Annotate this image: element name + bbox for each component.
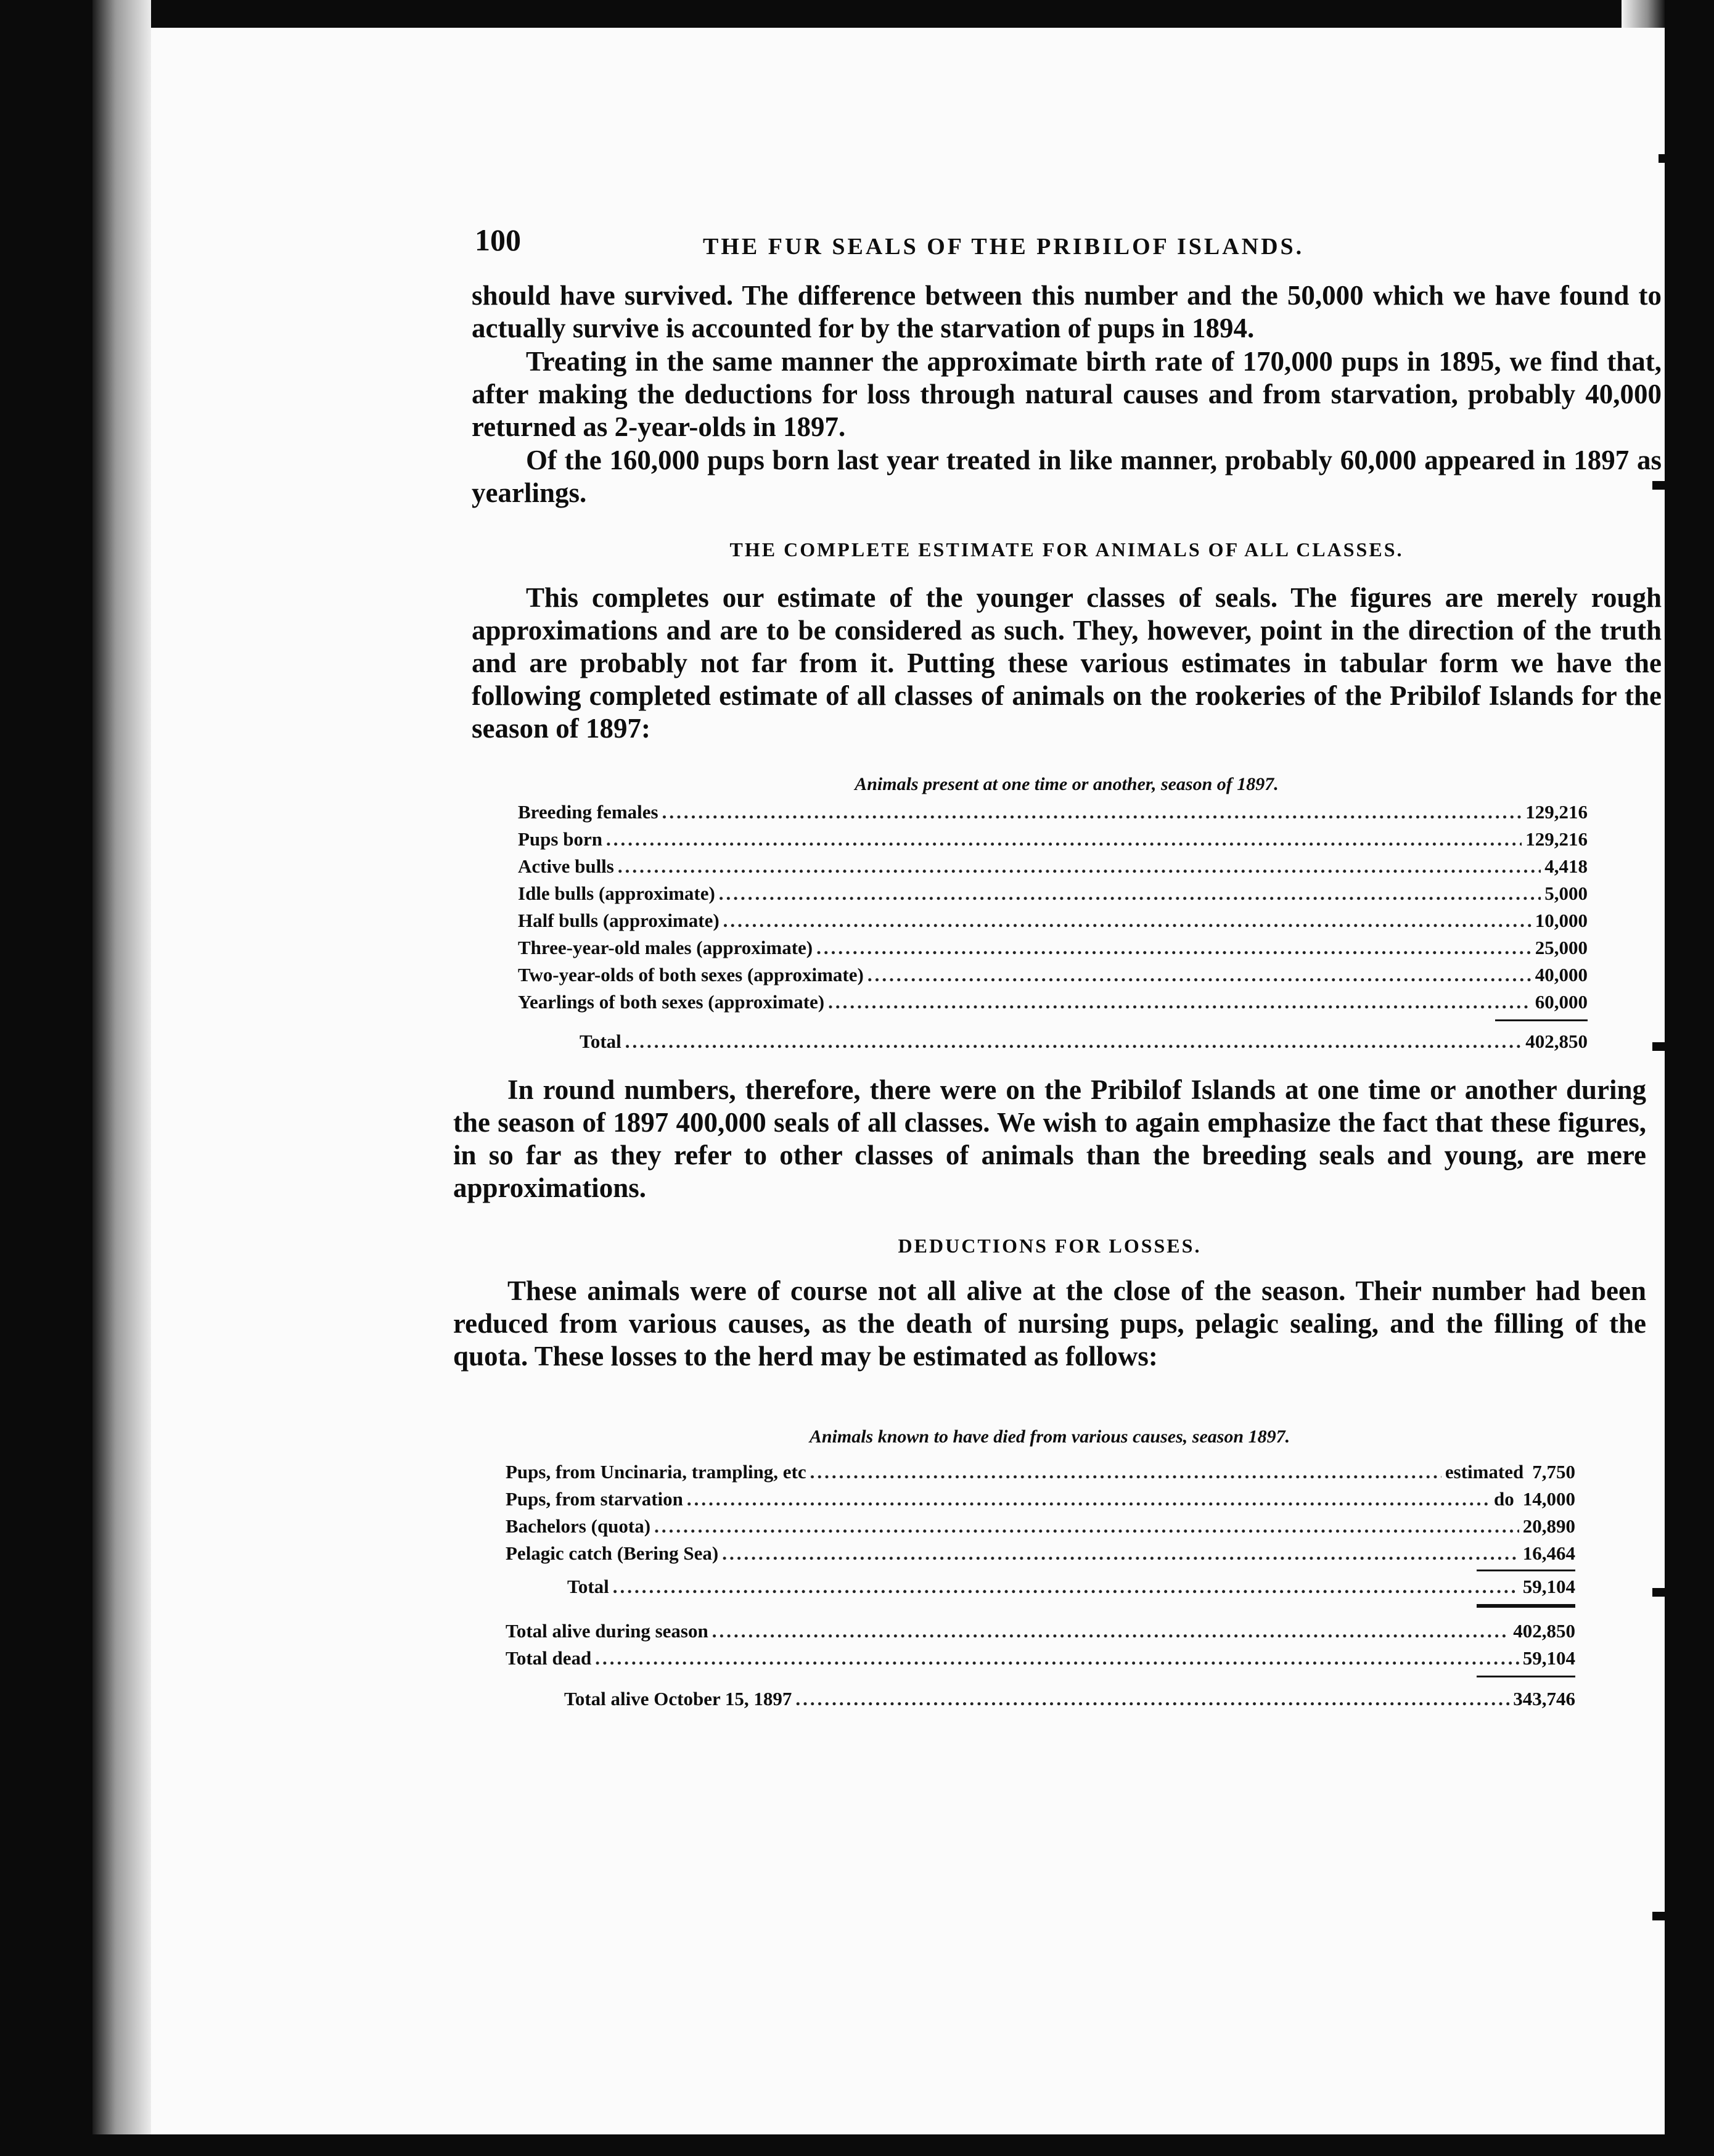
total-value: 59,104	[1522, 1576, 1575, 1597]
total-value: 402,850	[1525, 1031, 1588, 1052]
sum-rule	[1495, 1019, 1588, 1021]
table-total-row	[506, 1573, 1575, 1598]
page-number: 100	[475, 223, 521, 257]
leader-dots	[723, 910, 1532, 932]
running-head: THE FUR SEALS OF THE PRIBILOF ISLANDS.	[703, 234, 1305, 260]
binding-mark	[1659, 154, 1677, 163]
table-row	[518, 853, 1588, 878]
table-row	[506, 1540, 1575, 1565]
row-value: 40,000	[1535, 964, 1588, 985]
row-value: 4,418	[1544, 855, 1588, 877]
leader-dots	[712, 1620, 1510, 1642]
row-value: 129,216	[1525, 801, 1588, 823]
leader-dots	[795, 1688, 1509, 1710]
row-value: 129,216	[1525, 828, 1588, 850]
scan-border-right	[1665, 0, 1714, 2156]
book-edge-left	[92, 0, 151, 2156]
row-label: Pups, from starvation	[506, 1488, 683, 1510]
table-row	[506, 1618, 1575, 1642]
leader-dots	[867, 964, 1532, 986]
book-page	[151, 28, 1665, 2134]
table-animals-died	[506, 1459, 1575, 1792]
table-animals-present	[518, 799, 1588, 1101]
table-total-row	[518, 1028, 1588, 1053]
leader-dots	[828, 991, 1532, 1013]
leader-dots	[625, 1031, 1522, 1053]
dead-value: 59,104	[1522, 1647, 1575, 1669]
dead-label: Total dead	[506, 1647, 592, 1669]
leader-dots	[722, 1542, 1519, 1565]
leader-dots	[618, 855, 1541, 878]
section-heading-complete-estimate: THE COMPLETE ESTIMATE FOR ANIMALS OF ALL CLASSES.	[729, 538, 1404, 561]
binding-mark	[1652, 1042, 1671, 1051]
total-label: Total	[567, 1576, 609, 1597]
table-final-row	[506, 1685, 1575, 1710]
table-row	[518, 961, 1588, 986]
binding-mark	[1652, 481, 1671, 490]
row-value: 25,000	[1535, 937, 1588, 958]
row-label: Idle bulls (approximate)	[518, 883, 715, 904]
alive-value: 402,850	[1513, 1620, 1575, 1642]
leader-dots	[595, 1647, 1519, 1669]
table-row	[506, 1459, 1575, 1483]
row-value: 16,464	[1522, 1542, 1575, 1564]
sum-rule	[1477, 1570, 1575, 1571]
leader-dots	[810, 1461, 1441, 1483]
table-row	[518, 826, 1588, 850]
leader-dots	[606, 828, 1522, 850]
row-label: Pups, from Uncinaria, trampling, etc	[506, 1461, 806, 1483]
row-label: Pups born	[518, 828, 602, 850]
section-heading-deductions: DEDUCTIONS FOR LOSSES.	[898, 1235, 1202, 1257]
row-label: Half bulls (approximate)	[518, 910, 720, 931]
leader-dots	[816, 937, 1532, 959]
total-label: Total	[580, 1031, 621, 1052]
table-row	[518, 989, 1588, 1013]
paragraph-continuation: should have survived. The difference between this number and the 50,000 which we have found to actually survive is accounted for by the starvation of pups in 1894.	[472, 280, 1662, 344]
scan-border-top	[0, 0, 1714, 28]
leader-dots	[654, 1515, 1519, 1537]
table-row	[518, 934, 1588, 959]
row-label: Pelagic catch (Bering Sea)	[506, 1542, 719, 1564]
leader-dots	[719, 883, 1541, 905]
table-row	[518, 799, 1588, 823]
row-value: 7,750	[1532, 1461, 1575, 1483]
paragraph-round-numbers: In round numbers, therefore, there were on the Pribilof Islands at one time or another during the season of 1897 400,000 seals of all classes. We wish to again emphasize the fact that these figures, in so far as they refer to other classes of animals than the breeding seals and young, are mere approximations.	[453, 1074, 1646, 1203]
leader-dots	[613, 1576, 1519, 1598]
difference-rule	[1477, 1676, 1575, 1677]
row-value: 20,890	[1522, 1515, 1575, 1537]
page-header	[475, 222, 1523, 265]
row-label: Active bulls	[518, 855, 614, 877]
leader-dots	[662, 801, 1522, 823]
table-row	[506, 1645, 1575, 1669]
table-row	[506, 1486, 1575, 1510]
table-row	[506, 1513, 1575, 1537]
row-label: Bachelors (quota)	[506, 1515, 651, 1537]
double-rule	[1477, 1604, 1575, 1608]
table-row	[518, 907, 1588, 932]
row-value: 10,000	[1535, 910, 1588, 931]
row-label: Three-year-old males (approximate)	[518, 937, 813, 958]
row-value: 14,000	[1522, 1488, 1575, 1510]
final-label: Total alive October 15, 1897	[564, 1688, 792, 1710]
row-value: 60,000	[1535, 991, 1588, 1013]
paragraph-yearlings: Of the 160,000 pups born last year treated in like manner, probably 60,000 appeared in 1897 as yearlings.	[472, 445, 1662, 508]
row-note: do	[1494, 1488, 1514, 1510]
row-label: Two-year-olds of both sexes (approximate)	[518, 964, 864, 985]
scan-border-bottom	[0, 2134, 1714, 2156]
table-title-animals-present: Animals present at one time or another, season of 1897.	[855, 774, 1279, 794]
final-value: 343,746	[1513, 1688, 1575, 1710]
table-title-animals-died: Animals known to have died from various causes, season 1897.	[809, 1426, 1290, 1447]
row-value: 5,000	[1544, 883, 1588, 904]
table-row	[518, 880, 1588, 905]
row-note: estimated	[1445, 1461, 1524, 1483]
paragraph-losses: These animals were of course not all alive at the close of the season. Their number had been reduced from various causes, as the death of nursing pups, pelagic sealing, and the filling of the quota. These losses to the herd may be estimated as follows:	[453, 1275, 1646, 1372]
row-label: Breeding females	[518, 801, 658, 823]
leader-dots	[687, 1488, 1490, 1510]
alive-label: Total alive during season	[506, 1620, 708, 1642]
binding-mark	[1652, 1912, 1671, 1920]
paragraph-complete-estimate: This completes our estimate of the younger classes of seals. The figures are merely rough approximations and are to be considered as such. They, however, point in the direction of the truth and are probably not far from it. Putting these various estimates in tabular form we have the following completed estimate of all classes of animals on the rookeries of the Pribilof Islands for the season of 1897:	[472, 582, 1662, 744]
binding-mark	[1652, 1588, 1671, 1597]
row-label: Yearlings of both sexes (approximate)	[518, 991, 825, 1013]
paragraph-birth-rate-1895: Treating in the same manner the approximate birth rate of 170,000 pups in 1895, we find that, after making the deductions for loss through natural causes and from starvation, probably 40,000 returned as 2-year-olds in 1897.	[472, 346, 1662, 442]
